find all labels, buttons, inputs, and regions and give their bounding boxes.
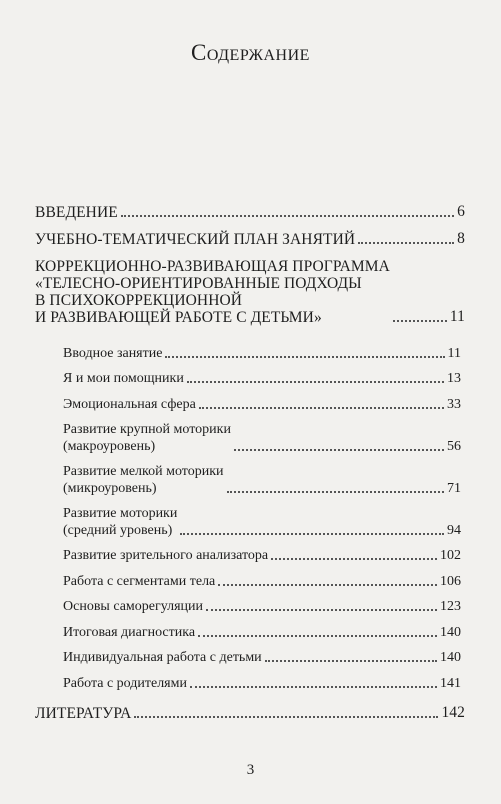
toc-entry-page: 71: [447, 481, 461, 496]
dot-leader: [227, 491, 445, 493]
toc-entry: [63, 345, 461, 362]
toc-entry-page: 106: [440, 574, 461, 589]
toc-entry-page: 123: [440, 599, 461, 614]
dot-leader: [271, 558, 437, 560]
dot-leader: [180, 533, 444, 535]
toc-entry-page: 8: [457, 230, 465, 247]
toc-entry-page: 94: [447, 523, 461, 538]
toc-entry: [63, 421, 461, 455]
dot-leader: [218, 584, 437, 586]
toc-entry: [63, 396, 461, 413]
toc-entry-page: 140: [440, 650, 461, 665]
toc-entry: [63, 598, 461, 615]
toc-entry: [63, 547, 461, 564]
toc-entry: [63, 370, 461, 387]
toc-entry: [63, 505, 461, 539]
toc-entry-page: 140: [440, 625, 461, 640]
page-number: 3: [246, 762, 255, 778]
toc-entry-page: 141: [440, 676, 461, 691]
toc-entry-title: Вводное занятие: [63, 346, 163, 361]
toc-entry: [35, 258, 465, 326]
dot-leader: [206, 609, 437, 611]
toc-entry: [63, 463, 461, 497]
dot-leader: [198, 635, 437, 637]
toc-entry-title: Работа с родителями: [63, 676, 187, 691]
toc-entry-page: 56: [447, 439, 461, 454]
dot-leader: [358, 242, 454, 244]
dot-leader: [134, 716, 438, 718]
toc-entry-page: 33: [447, 397, 461, 412]
toc-entry-title: Работа с сегментами тела: [63, 574, 216, 589]
toc-entry: [35, 704, 465, 722]
toc-entry-page: 102: [440, 548, 461, 563]
toc-entry-page: 11: [449, 308, 465, 325]
toc-entry: [63, 624, 461, 641]
dot-leader: [265, 660, 437, 662]
toc-entry-page: 6: [457, 203, 465, 220]
dot-leader: [199, 407, 444, 409]
toc-entry: [63, 649, 461, 666]
toc-entry-title: Развитие мелкой моторики (микроуровень): [63, 464, 224, 496]
dot-leader: [190, 686, 437, 688]
toc-entry-title: Основы саморегуляции: [63, 599, 204, 614]
toc-entry-title: Развитие крупной моторики (макроуровень): [63, 422, 231, 454]
dot-leader: [121, 215, 454, 217]
dot-leader: [393, 320, 447, 322]
dot-leader: [165, 356, 444, 358]
toc-entry: [63, 675, 461, 692]
toc-entry-title: УЧЕБНО-ТЕМАТИЧЕСКИЙ ПЛАН ЗАНЯТИЙ: [35, 231, 356, 248]
page-title: Содержание: [191, 40, 310, 65]
dot-leader: [234, 449, 444, 451]
toc-entry: [35, 203, 465, 221]
toc-entry-page: 11: [447, 346, 461, 361]
toc-entry-page: 142: [441, 704, 465, 721]
toc-entry-title: Я и мои помощники: [63, 371, 184, 386]
toc-entry-title: КОРРЕКЦИОННО-РАЗВИВАЮЩАЯ ПРОГРАММА «ТЕЛЕСНО-ОРИЕНТИРОВАННЫЕ ПОДХОДЫ В ПСИХОКОРРЕКЦИОННОЙ И РАЗВИВАЮЩЕЙ РАБОТЕ С ДЕТЬМИ»: [35, 258, 390, 326]
toc-entry-title: Развитие зрительного анализатора: [63, 548, 269, 563]
toc-entry-title: Итоговая диагностика: [63, 625, 196, 640]
toc-entry-title: Эмоциональная сфера: [63, 397, 196, 412]
toc-entry-title: ЛИТЕРАТУРА: [35, 705, 132, 722]
toc-entry: [63, 573, 461, 590]
toc-entry-title: Индивидуальная работа с детьми: [63, 650, 262, 665]
toc-entry-title: ВВЕДЕНИЕ: [35, 204, 118, 221]
toc-entry-title: Развитие моторики (средний уровень): [63, 506, 178, 538]
toc-entry-page: 13: [447, 371, 461, 386]
toc-entry: [35, 230, 465, 248]
dot-leader: [187, 381, 444, 383]
